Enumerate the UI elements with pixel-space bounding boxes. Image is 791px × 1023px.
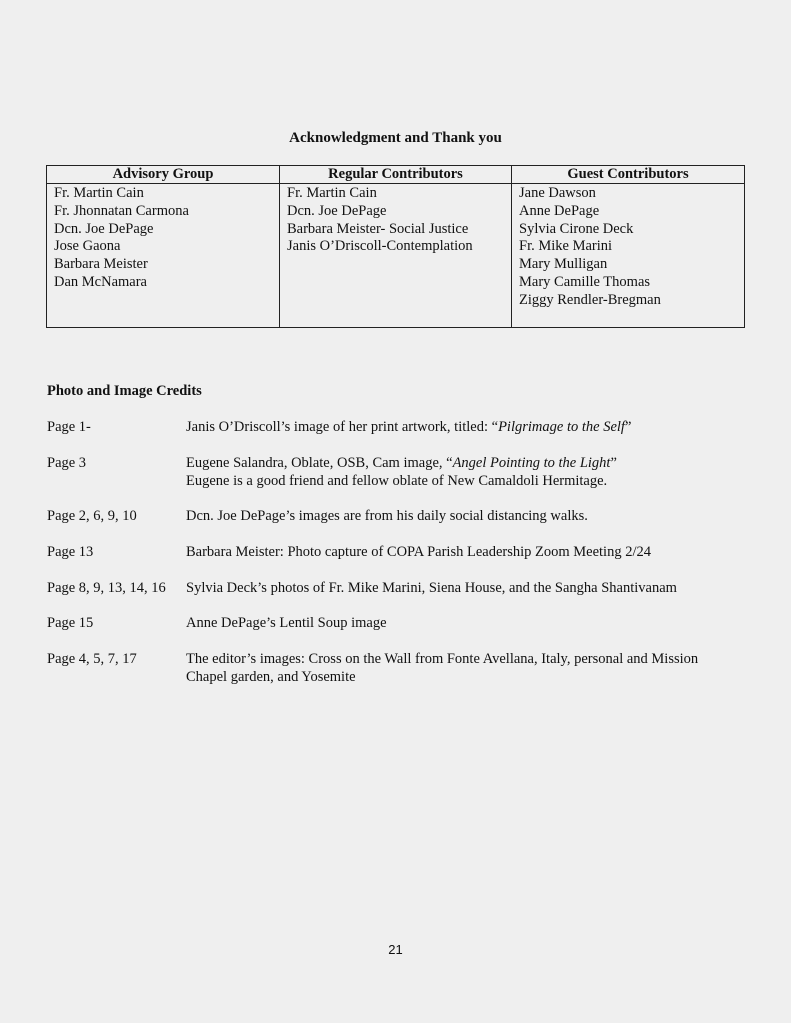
credit-text: Dcn. Joe DePage’s images are from his daily social distancing walks. (186, 508, 588, 524)
credit-page: Page 2, 6, 9, 10 (47, 508, 137, 524)
guest-name: Mary Mulligan (519, 256, 608, 273)
page-number: 21 (388, 942, 403, 957)
advisory-name: Dcn. Joe DePage (54, 220, 154, 237)
regular-name: Barbara Meister- Social Justice (287, 220, 469, 237)
credit-description (186, 650, 746, 686)
guest-name: Fr. Mike Marini (519, 238, 613, 255)
guest-name: Anne DePage (519, 202, 600, 219)
guest-name: Sylvia Cirone Deck (519, 220, 634, 237)
credit-text: Barbara Meister: Photo capture of COPA Parish Leadership Zoom Meeting 2/24 (186, 544, 651, 560)
credit-text: The editor’s images: Cross on the Wall from Fonte Avellana, Italy, personal and Mission (186, 651, 699, 667)
credit-title: Angel Pointing to the Light (452, 455, 611, 471)
regular-name: Dcn. Joe DePage (287, 202, 387, 219)
credits-heading: Photo and Image Credits (47, 383, 202, 399)
regular-name: Fr. Martin Cain (287, 185, 377, 201)
credit-text-line2: Eugene is a good friend and fellow oblate of New Camaldoli Hermitage. (186, 473, 608, 489)
header-regular-contributors: Regular Contributors (280, 166, 512, 184)
credit-description (186, 454, 746, 490)
credit-description (186, 543, 746, 561)
guest-name: Jane Dawson (519, 185, 596, 201)
guest-name: Mary Camille Thomas (519, 273, 651, 290)
credit-page: Page 1- (47, 419, 91, 435)
credit-description (186, 507, 746, 525)
credit-text: Sylvia Deck’s photos of Fr. Mike Marini, Siena House, and the Sangha Shantivanam (186, 580, 677, 596)
regular-contributors-list (280, 184, 512, 328)
acknowledgment-table (46, 165, 745, 328)
credit-page: Page 4, 5, 7, 17 (47, 651, 137, 667)
credit-text-line2: Chapel garden, and Yosemite (186, 669, 356, 685)
credit-text: Anne DePage’s Lentil Soup image (186, 615, 387, 631)
credit-page: Page 3 (47, 455, 87, 471)
credit-page: Page 8, 9, 13, 14, 16 (47, 580, 166, 596)
guest-name: Ziggy Rendler-Bregman (519, 291, 661, 308)
advisory-name: Fr. Jhonnatan Carmona (54, 202, 189, 219)
credit-text: Janis O’Driscoll’s image of her print artwork, titled: “ (186, 419, 499, 435)
page-title: Acknowledgment and Thank you (289, 130, 502, 146)
credit-page: Page 15 (47, 615, 94, 631)
advisory-group-list (47, 184, 280, 328)
advisory-name: Fr. Martin Cain (54, 185, 144, 201)
credit-title: Pilgrimage to the Self (498, 419, 625, 435)
credit-description (186, 579, 746, 597)
guest-contributors-list (512, 184, 745, 328)
credit-text: Eugene Salandra, Oblate, OSB, Cam image, “ (186, 455, 453, 471)
advisory-name: Dan McNamara (54, 273, 147, 290)
header-advisory-group: Advisory Group (47, 166, 280, 184)
credit-quote-close: ” (610, 455, 617, 471)
credit-page: Page 13 (47, 544, 94, 560)
header-guest-contributors: Guest Contributors (512, 166, 745, 184)
regular-name: Janis O’Driscoll-Contemplation (287, 238, 473, 255)
credit-description (186, 418, 746, 436)
advisory-name: Jose Gaona (54, 238, 121, 255)
credit-quote-close: ” (624, 419, 632, 435)
credit-description (186, 614, 746, 632)
advisory-name: Barbara Meister (54, 256, 148, 273)
